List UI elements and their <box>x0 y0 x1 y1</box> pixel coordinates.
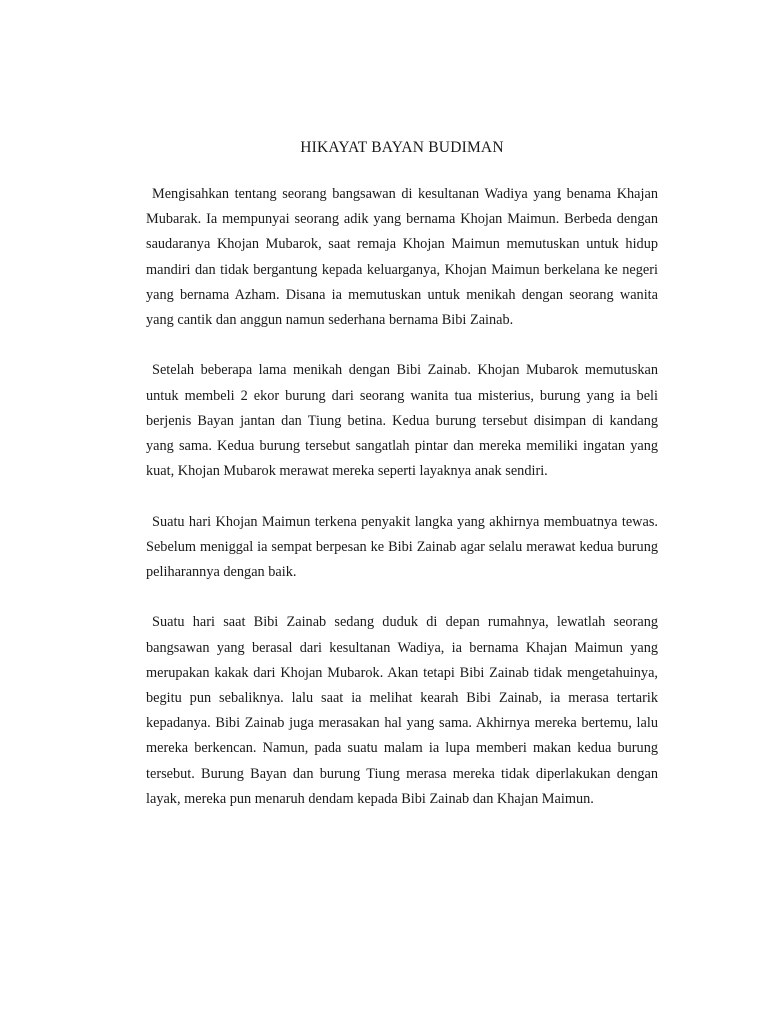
paragraph-2: Setelah beberapa lama menikah dengan Bibi Zainab. Khojan Mubarok memutuskan untuk membeli 2 ekor burung dari seorang wanita tua misterius, burung yang ia beli berjenis Bayan jantan dan Tiung betina. Kedua burung tersebut disimpan di kandang yang sama. Kedua burung tersebut sangatlah pintar dan mereka memiliki ingatan yang kuat, Khojan Mubarok merawat mereka seperti layaknya anak sendiri. <box>146 362 658 480</box>
paragraph-4: Suatu hari saat Bibi Zainab sedang duduk di depan rumahnya, lewatlah seorang bangsawan yang berasal dari kesultanan Wadiya, ia bernama Khajan Maimun yang merupakan kakak dari Khojan Mubarok. Akan tetapi Bibi Zainab tidak mengetahuinya, begitu pun sebaliknya. lalu saat ia melihat kearah Bibi Zainab, ia merasa tertarik kepadanya. Bibi Zainab juga merasakan hal yang sama. Akhirnya mereka bertemu, lalu mereka berkencan. Namun, pada suatu malam ia lupa memberi makan kedua burung tersebut. Burung Bayan dan burung Tiung merasa mereka tidak diperlakukan dengan layak, mereka pun menaruh dendam kepada Bibi Zainab dan Khajan Maimun. <box>146 614 658 807</box>
document-title: HIKAYAT BAYAN BUDIMAN <box>300 139 504 156</box>
paragraph-1: Mengisahkan tentang seorang bangsawan di kesultanan Wadiya yang benama Khajan Mubarak. Ia mempunyai seorang adik yang bernama Khojan Maimun. Berbeda dengan saudaranya Khojan Mubarok, saat remaja Khojan Maimun memutuskan untuk hidup mandiri dan tidak bergantung kepada keluarganya, Khojan Maimun berkelana ke negeri yang bernama Azham. Disana ia memutuskan untuk menikah dengan seorang wanita yang cantik dan anggun namun sederhana bernama Bibi Zainab. <box>146 186 658 329</box>
paragraph-3: Suatu hari Khojan Maimun terkena penyakit langka yang akhirnya membuatnya tewas. Sebelum meniggal ia sempat berpesan ke Bibi Zainab agar selalu merawat kedua burung peliharannya dengan baik. <box>146 513 658 581</box>
document-page <box>146 134 658 837</box>
